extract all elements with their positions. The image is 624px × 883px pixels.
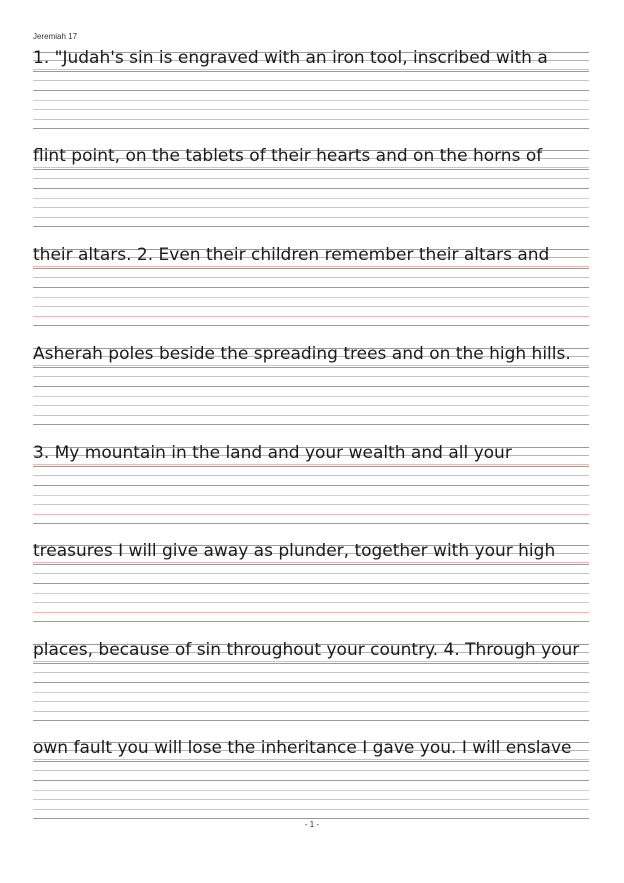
baseline-red — [33, 266, 589, 267]
baseline-red — [33, 464, 589, 465]
writing-line-block — [33, 339, 589, 437]
practice-line — [33, 198, 589, 199]
practice-line — [33, 306, 589, 307]
practice-line — [33, 780, 589, 781]
practice-line — [33, 226, 589, 227]
guide-line — [33, 178, 589, 179]
practice-line — [33, 297, 589, 298]
practice-line — [33, 790, 589, 791]
guide-line — [33, 169, 589, 170]
verse-line: flint point, on the tablets of their hearts and on the horns of — [33, 146, 543, 166]
guide-line — [33, 71, 589, 72]
guide-line — [33, 475, 589, 476]
practice-line — [33, 621, 589, 622]
practice-line — [33, 602, 589, 603]
baseline-red — [33, 759, 589, 760]
verse-line: 1. "Judah's sin is engraved with an iron tool, inscribed with a — [33, 48, 548, 68]
practice-baseline-red — [33, 809, 589, 810]
practice-baseline-red — [33, 316, 589, 317]
practice-line — [33, 207, 589, 208]
practice-baseline-red — [33, 711, 589, 712]
practice-baseline-red — [33, 415, 589, 416]
guide-line — [33, 376, 589, 377]
writing-line-block — [33, 733, 589, 831]
writing-line-block — [33, 141, 589, 239]
page-number: - 1 - — [304, 820, 320, 829]
guide-line — [33, 672, 589, 673]
verse-line: 3. My mountain in the land and your wealth and all your — [33, 443, 512, 463]
practice-line — [33, 720, 589, 721]
verse-line: their altars. 2. Even their children remember their altars and — [33, 245, 550, 265]
verse-line: Asherah poles beside the spreading trees and on the high hills. — [33, 344, 571, 364]
baseline-red — [33, 661, 589, 662]
writing-line-block — [33, 240, 589, 338]
practice-line — [33, 424, 589, 425]
practice-line — [33, 504, 589, 505]
practice-line — [33, 188, 589, 189]
guide-line — [33, 277, 589, 278]
writing-line-block — [33, 438, 589, 536]
practice-line — [33, 682, 589, 683]
practice-line — [33, 128, 589, 129]
baseline-red — [33, 167, 589, 168]
baseline-red — [33, 69, 589, 70]
practice-line — [33, 396, 589, 397]
verse-line: treasures I will give away as plunder, together with your high — [33, 541, 556, 561]
page-header: Jeremiah 17 — [33, 32, 78, 41]
practice-line — [33, 485, 589, 486]
practice-line — [33, 100, 589, 101]
practice-line — [33, 90, 589, 91]
practice-line — [33, 818, 589, 819]
guide-line — [33, 663, 589, 664]
practice-line — [33, 287, 589, 288]
guide-line — [33, 466, 589, 467]
guide-line — [33, 564, 589, 565]
guide-line — [33, 367, 589, 368]
practice-line — [33, 405, 589, 406]
practice-line — [33, 495, 589, 496]
baseline-red — [33, 365, 589, 366]
writing-line-block — [33, 43, 589, 141]
verse-line: places, because of sin throughout your country. 4. Through your — [33, 640, 580, 660]
practice-line — [33, 701, 589, 702]
practice-baseline-red — [33, 612, 589, 613]
practice-line — [33, 386, 589, 387]
practice-baseline-red — [33, 514, 589, 515]
practice-line — [33, 325, 589, 326]
guide-line — [33, 761, 589, 762]
writing-line-block — [33, 635, 589, 733]
practice-baseline-red — [33, 217, 589, 218]
writing-line-block — [33, 536, 589, 634]
practice-line — [33, 593, 589, 594]
guide-line — [33, 268, 589, 269]
verse-line: own fault you will lose the inheritance I gave you. I will enslave — [33, 738, 572, 758]
practice-line — [33, 583, 589, 584]
guide-line — [33, 770, 589, 771]
guide-line — [33, 80, 589, 81]
practice-line — [33, 523, 589, 524]
practice-line — [33, 799, 589, 800]
guide-line — [33, 573, 589, 574]
practice-line — [33, 692, 589, 693]
practice-line — [33, 109, 589, 110]
practice-baseline-red — [33, 119, 589, 120]
baseline-red — [33, 562, 589, 563]
